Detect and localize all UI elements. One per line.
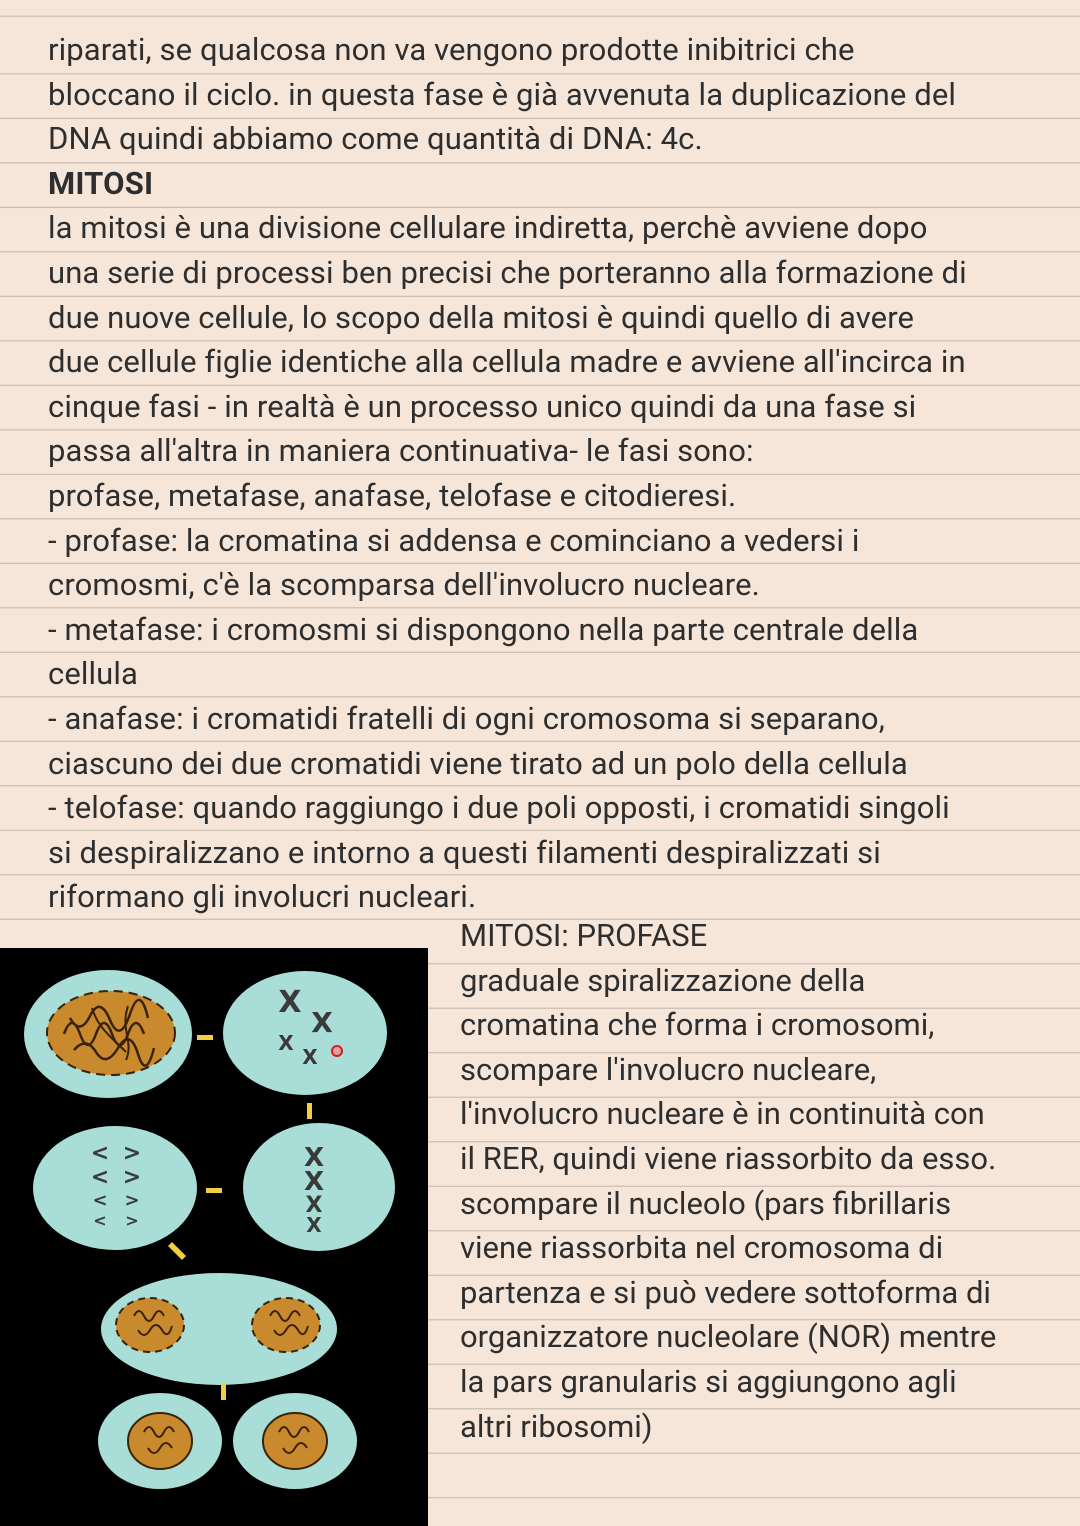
text-line: profase, metafase, anafase, telofase e citodieresi. [48,476,737,514]
svg-text:>: > [124,1190,140,1211]
text-line: DNA quindi abbiamo come quantità di DNA: 4c. [48,120,703,158]
text-line: il RER, quindi viene riassorbito da esso. [460,1139,997,1177]
text-line: cellula [48,655,138,693]
mitosis-diagram-icon [0,948,428,1526]
svg-text:X: X [278,985,302,1020]
svg-text:X: X [311,1006,333,1039]
section-heading: MITOSI [48,164,154,202]
svg-text:X: X [278,1031,294,1055]
arrow-icon [221,1384,226,1400]
svg-text:>: > [122,1165,142,1190]
text-line: si despiralizzano e intorno a questi filamenti despiralizzati si [48,833,881,871]
arrow-icon [307,1103,312,1119]
telophase-cell [101,1273,337,1385]
svg-text:>: > [125,1211,139,1230]
text-line: organizzatore nucleolare (NOR) mentre [460,1318,997,1356]
text-line: ciascuno dei due cromatidi viene tirato ad un polo della cellula [48,744,908,782]
interphase-cell [24,970,192,1098]
profase-section [460,914,1060,1449]
arrow-icon [197,1035,213,1040]
text-line: la mitosi è una divisione cellulare indiretta, perchè avviene dopo [48,209,928,247]
svg-text:X: X [303,1167,325,1197]
arrow-icon [206,1188,222,1193]
svg-text:X: X [305,1193,323,1218]
text-line: riformano gli involucri nucleari. [48,878,477,916]
daughter-cell-left [98,1393,222,1489]
anaphase-cell [33,1126,197,1250]
svg-text:X: X [302,1045,318,1069]
text-line: l'involucro nucleare è in continuità con [460,1095,985,1133]
svg-text:X: X [303,1143,325,1173]
svg-text:<: < [92,1190,108,1211]
text-line: bloccano il ciclo. in questa fase è già avvenuta la duplicazione del [48,75,956,113]
svg-text:>: > [122,1141,142,1166]
text-line: cinque fasi - in realtà è un processo unico quindi da una fase si [48,387,917,425]
text-line: - anafase: i cromatidi fratelli di ogni cromosoma si separano, [48,699,885,737]
section-title: MITOSI: PROFASE [460,917,708,954]
text-line: due nuove cellule, lo scopo della mitosi è quindi quello di avere [48,298,915,336]
text-line: cromosmi, c'è la scomparsa dell'involucro nucleare. [48,566,760,604]
text-line: due cellule figlie identiche alla cellula madre e avviene all'incirca in [48,343,966,381]
text-line: partenza e si può vedere sottoforma di [460,1273,991,1311]
daughter-cell-right [233,1393,357,1489]
text-line: scompare l'involucro nucleare, [460,1050,877,1088]
text-line: passa all'altra in maniera continuativa- le fasi sono: [48,432,754,470]
svg-text:<: < [90,1165,110,1190]
text-line: la pars granularis si aggiungono agli [460,1362,957,1400]
text-line: cromatina che forma i cromosomi, [460,1006,935,1044]
text-line: altri ribosomi) [460,1407,653,1445]
text-line: - telofase: quando raggiungo i due poli opposti, i cromatidi singoli [48,789,950,827]
text-line: una serie di processi ben precisi che porteranno alla formazione di [48,253,967,291]
text-line: riparati, se qualcosa non va vengono prodotte inibitrici che [48,31,855,68]
text-line: viene riassorbita nel cromosoma di [460,1229,944,1267]
text-line: scompare il nucleolo (pars fibrillaris [460,1184,952,1222]
svg-text:<: < [93,1211,107,1230]
svg-text:<: < [90,1141,110,1166]
mitosis-diagram [0,948,428,1526]
svg-text:X: X [306,1213,322,1237]
prophase-cell [223,971,387,1095]
text-line: graduale spiralizzazione della [460,961,866,999]
text-line: - metafase: i cromosmi si dispongono nella parte centrale della [48,610,919,648]
text-line: - profase: la cromatina si addensa e cominciano a vedersi i [48,521,860,559]
metaphase-cell [243,1123,395,1251]
notes-body [48,28,1048,920]
